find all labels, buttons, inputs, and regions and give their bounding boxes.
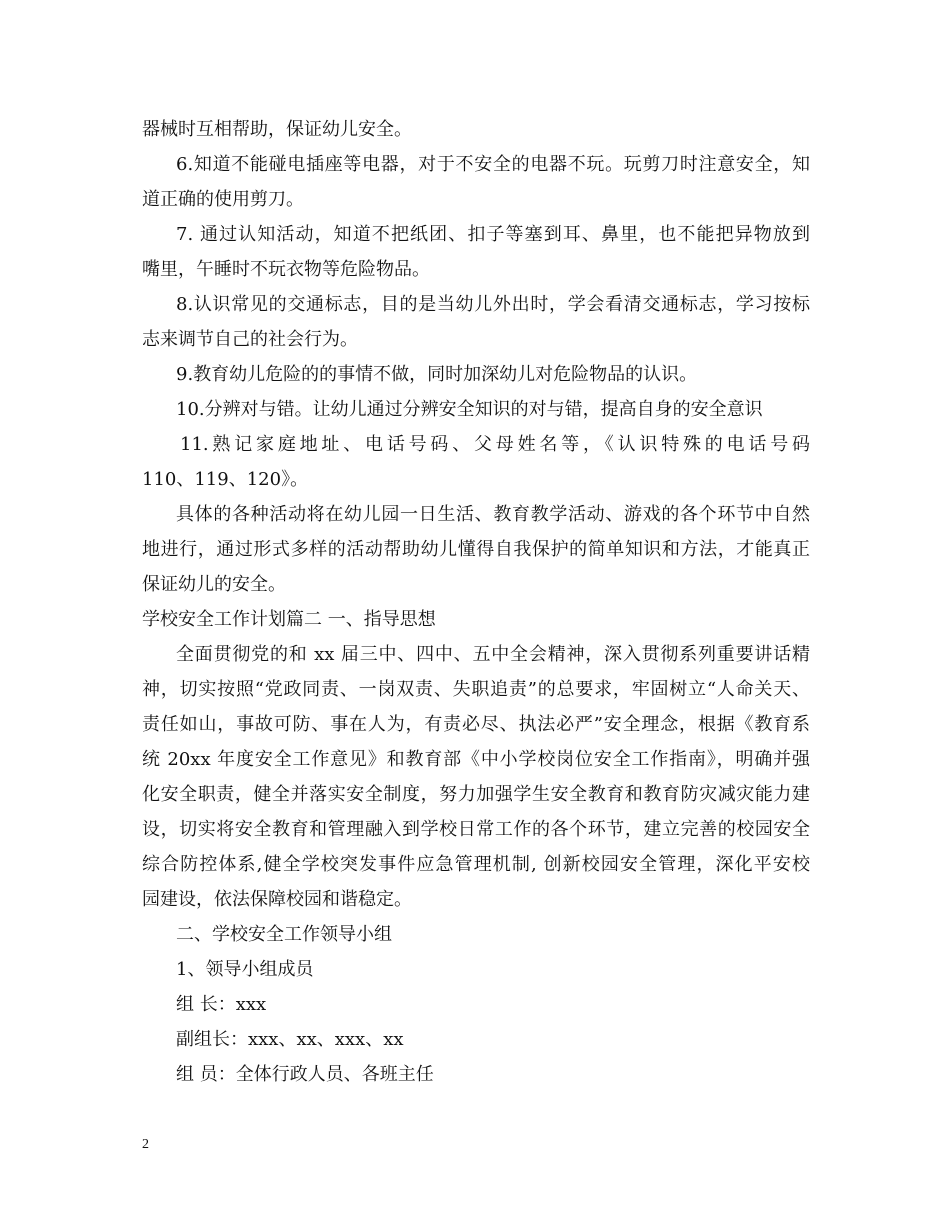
text-line: 组 员：全体行政人员、各班主任 [176, 1064, 434, 1085]
text-line: 志来调节自己的社会行为。 [142, 329, 358, 350]
text-line: 副组长：xxx、xx、xxx、xx [176, 1029, 404, 1050]
text-line: 设，切实将安全教育和管理融入到学校日常工作的各个环节，建立完善的校园安全 [142, 819, 810, 840]
text-line: 7. 通过认知活动，知道不把纸团、扣子等塞到耳、鼻里，也不能把异物放到 [176, 224, 810, 245]
text-line: 神，切实按照“党政同责、一岗双责、失职追责”的总要求，牢固树立“人命关天、 [142, 679, 810, 700]
section-heading: 二、学校安全工作领导小组 [176, 924, 392, 945]
text-line: 责任如山，事故可防、事在人为，有责必尽、执法必严”安全理念，根据《教育系 [142, 714, 810, 735]
text-line: 全面贯彻党的和 xx 届三中、四中、五中全会精神，深入贯彻系列重要讲话精 [176, 644, 810, 665]
text-line: 器械时互相帮助，保证幼儿安全。 [142, 119, 412, 140]
text-line: 综合防控体系,健全学校突发事件应急管理机制, 创新校园安全管理，深化平安校 [142, 854, 810, 875]
text-line: 园建设，依法保障校园和谐稳定。 [142, 889, 412, 910]
text-line: 统 20xx 年度安全工作意见》和教育部《中小学校岗位安全工作指南》，明确并强 [142, 749, 810, 770]
text-line: 具体的各种活动将在幼儿园一日生活、教育教学活动、游戏的各个环节中自然 [176, 504, 810, 525]
text-line: 10.分辨对与错。让幼儿通过分辨安全知识的对与错，提高自身的安全意识 [176, 399, 763, 420]
text-line: 道正确的使用剪刀。 [142, 189, 304, 210]
page-number: 2 [142, 1137, 149, 1152]
text-line: 9.教育幼儿危险的的事情不做，同时加深幼儿对危险物品的认识。 [176, 364, 698, 385]
text-line: 地进行，通过形式多样的活动帮助幼儿懂得自我保护的简单知识和方法，才能真正 [142, 539, 810, 560]
text-line: 嘴里，午睡时不玩衣物等危险物品。 [142, 259, 430, 280]
section-heading: 学校安全工作计划篇二 一、指导思想 [142, 609, 436, 630]
text-line: 8.认识常见的交通标志，目的是当幼儿外出时，学会看清交通标志，学习按标 [176, 294, 810, 315]
text-line: 6.知道不能碰电插座等电器，对于不安全的电器不玩。玩剪刀时注意安全，知 [176, 154, 810, 175]
text-line: 组 长：xxx [176, 994, 267, 1015]
text-line: 11.熟记家庭地址、电话号码、父母姓名等，《认识特殊的电话号码 [180, 434, 810, 455]
text-line: 1、领导小组成员 [176, 959, 314, 980]
text-line: 化安全职责，健全并落实安全制度，努力加强学生安全教育和教育防灾减灾能力建 [142, 784, 810, 805]
text-line: 110、119、120》。 [142, 469, 309, 490]
text-line: 保证幼儿的安全。 [142, 574, 286, 595]
